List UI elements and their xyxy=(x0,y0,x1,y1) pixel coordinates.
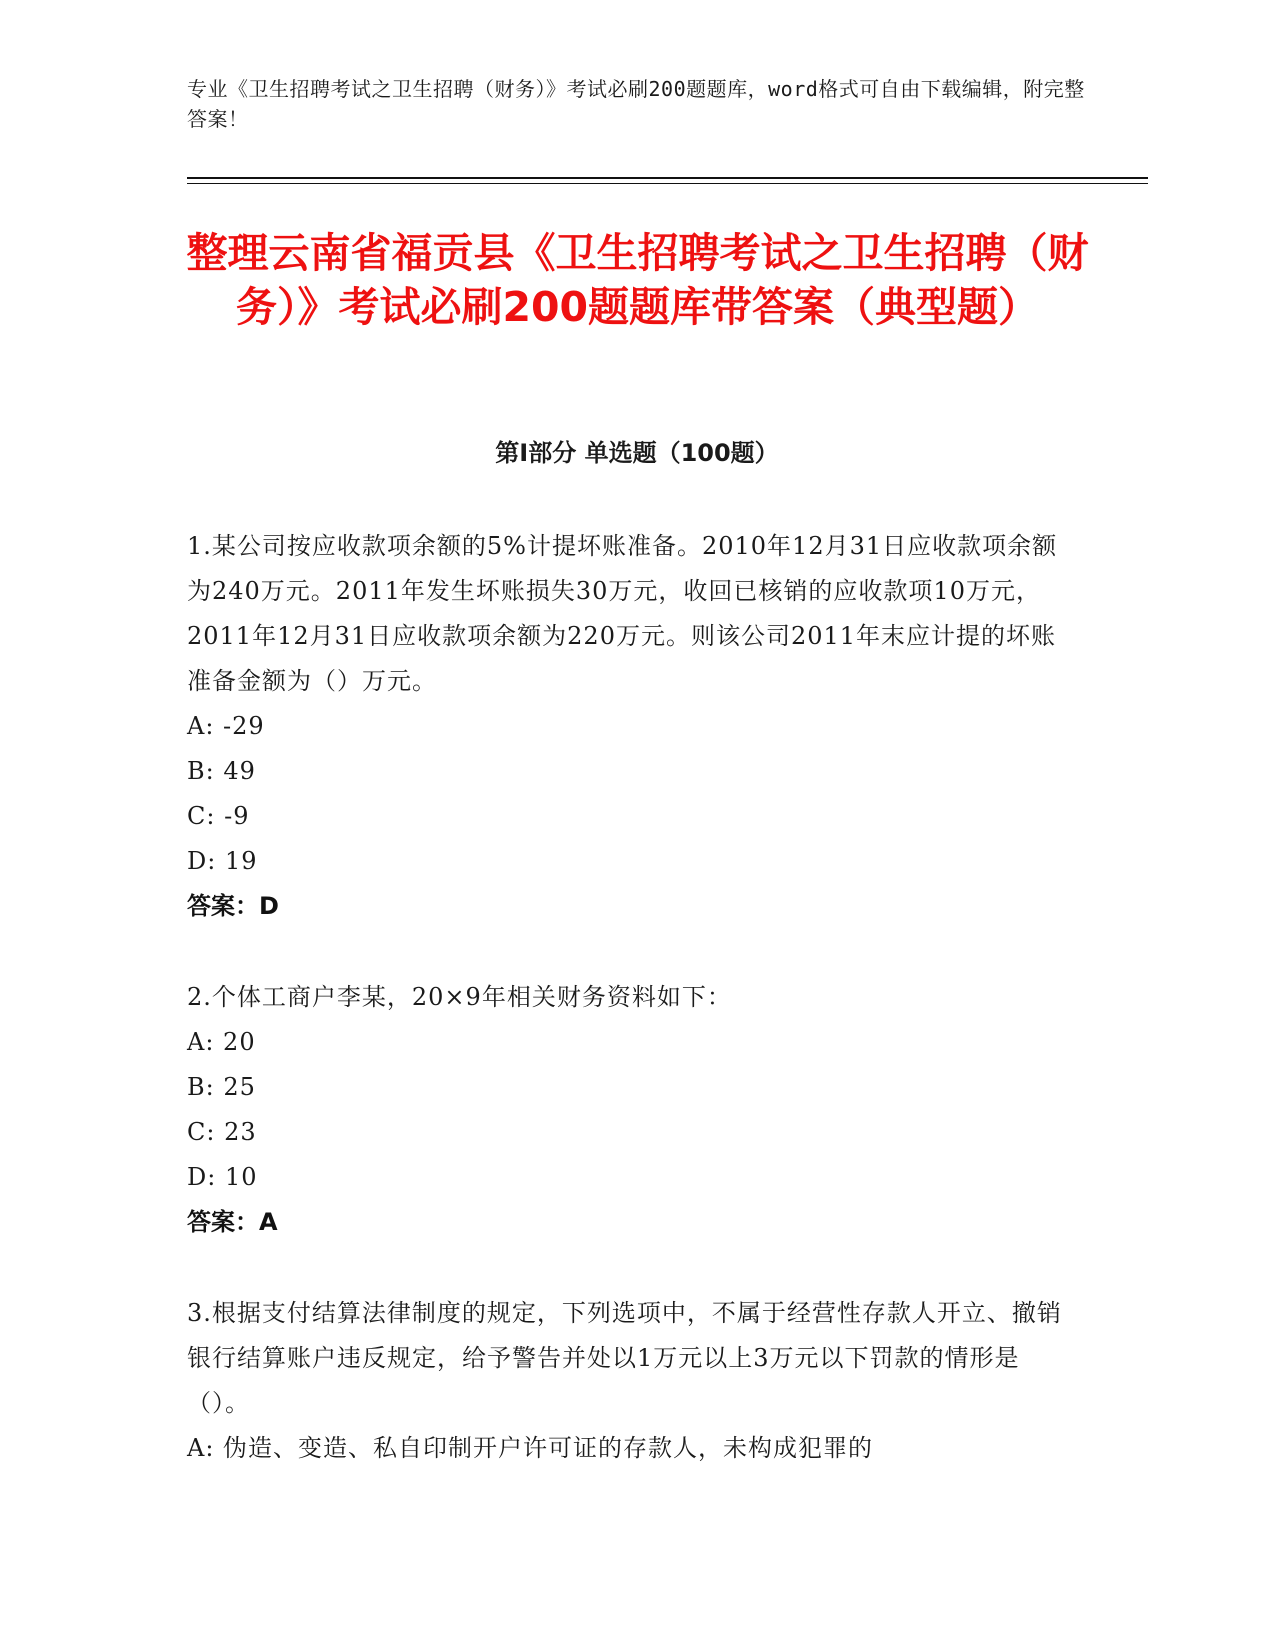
question-list xyxy=(187,524,1087,1517)
option-c: C: 23 xyxy=(187,1118,257,1146)
header-divider-thin xyxy=(187,183,1148,184)
option-d: D: 10 xyxy=(187,1163,258,1191)
question-stem: 3.根据支付结算法律制度的规定，下列选项中，不属于经营性存款人开立、撤销银行结算账户违反规定，给予警告并处以1万元以上3万元以下罚款的情形是（）。 xyxy=(187,1299,1062,1417)
question-2 xyxy=(187,975,1087,1245)
option-a: A: -29 xyxy=(187,712,265,740)
question-stem: 2.个体工商户李某，20×9年相关财务资料如下： xyxy=(187,983,732,1011)
option-b: B: 25 xyxy=(187,1073,256,1101)
answer-label: 答案：D xyxy=(187,892,279,920)
section-heading: 第I部分 单选题（100题） xyxy=(495,439,779,467)
option-a: A: 20 xyxy=(187,1028,256,1056)
option-d: D: 19 xyxy=(187,847,258,875)
answer-label: 答案：A xyxy=(187,1208,278,1236)
question-stem: 1.某公司按应收款项余额的5%计提坏账准备。2010年12月31日应收款项余额为240万元。2011年发生坏账损失30万元，收回已核销的应收款项10万元，2011年12月31日应收款项余额为220万元。则该公司2011年末应计提的坏账准备金额为（）万元。 xyxy=(187,532,1058,695)
question-3 xyxy=(187,1291,1087,1471)
header-note: 专业《卫生招聘考试之卫生招聘（财务）》考试必刷200题题库，word格式可自由下载编辑，附完整答案！ xyxy=(187,77,1085,131)
option-b: B: 49 xyxy=(187,757,256,785)
document-title: 整理云南省福贡县《卫生招聘考试之卫生招聘（财务）》考试必刷200题题库带答案（典型题） xyxy=(186,229,1089,331)
option-a: A: 伪造、变造、私自印制开户许可证的存款人，未构成犯罪的 xyxy=(187,1434,874,1462)
option-c: C: -9 xyxy=(187,802,250,830)
question-1 xyxy=(187,524,1087,929)
header-divider-thick xyxy=(187,177,1148,179)
